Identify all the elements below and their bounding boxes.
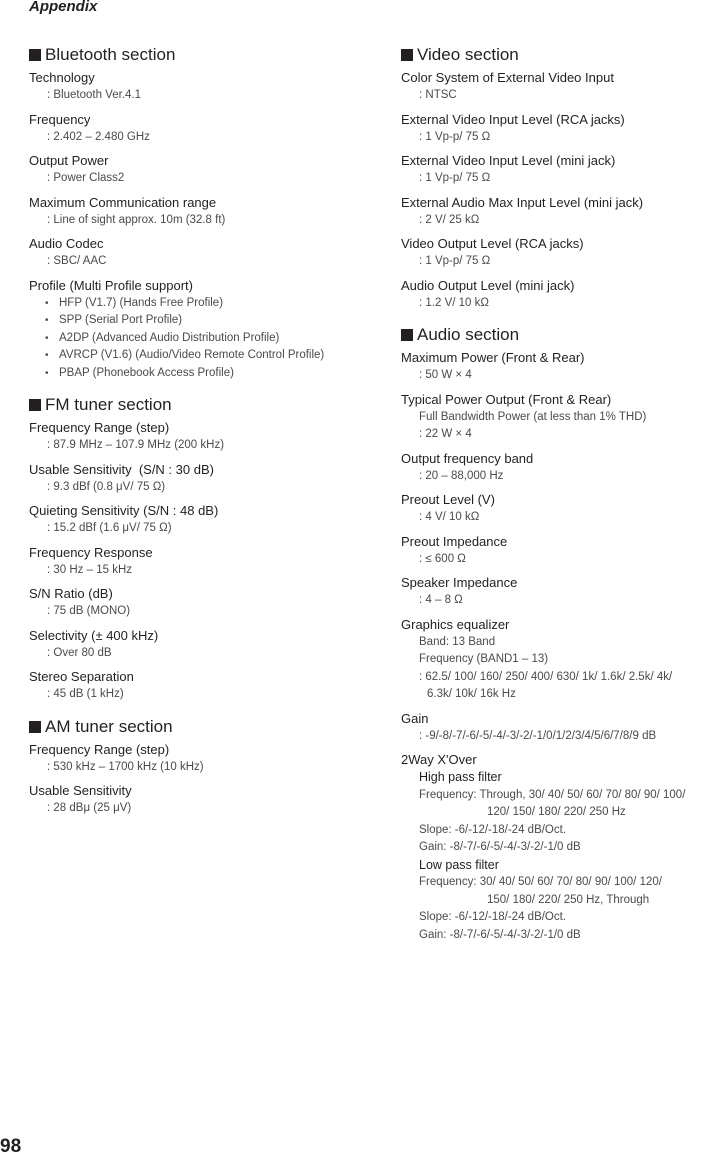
- list-item: • A2DP (Advanced Audio Distribution Profile): [29, 330, 379, 348]
- spec-label: Frequency Range (step): [29, 741, 170, 757]
- spec-item: [29, 461, 379, 497]
- spec-item: [29, 419, 379, 455]
- bluetooth-section: [29, 44, 379, 382]
- spec-label: External Video Input Level (mini jack): [401, 153, 616, 168]
- fm-tuner-section: [29, 394, 379, 704]
- spec-label: Maximum Power (Front & Rear): [401, 350, 585, 365]
- spec-label: Preout Impedance: [401, 533, 508, 549]
- spec-item: [401, 710, 726, 746]
- video-section-title: Video section: [401, 44, 726, 66]
- spec-item: [401, 450, 726, 486]
- spec-value: : 9.3 dBf (0.8 μV/ 75 Ω): [47, 480, 166, 493]
- spec-label: Video Output Level (RCA jacks): [401, 236, 584, 251]
- spec-label: Preout Level (V): [401, 492, 495, 507]
- audio-section: [401, 324, 726, 944]
- square-bullet-icon: [29, 721, 41, 733]
- spec-label: Output Power: [29, 153, 109, 168]
- spec-label: Graphics equalizer: [401, 616, 510, 632]
- spec-value: : 2 V/ 25 kΩ: [419, 213, 480, 226]
- spec-value: : 28 dBμ (25 μV): [47, 802, 132, 814]
- profile-list: [29, 295, 379, 383]
- spec-label: Audio Output Level (mini jack): [401, 277, 575, 293]
- lpf-frequency-cont: 150/ 180/ 220/ 250 Hz, Through: [487, 893, 650, 906]
- spec-item: [29, 544, 379, 580]
- spec-item: [29, 194, 379, 230]
- spec-label: Profile (Multi Profile support): [29, 277, 193, 293]
- left-column: [29, 44, 379, 824]
- right-column: [401, 44, 726, 950]
- page-number: 98: [0, 1136, 22, 1157]
- spec-label: Maximum Communication range: [29, 194, 217, 210]
- spec-label: Output frequency band: [401, 450, 534, 466]
- spec-label: External Video Input Level (RCA jacks): [401, 111, 625, 127]
- spec-label: Frequency Range (step): [29, 420, 170, 435]
- spec-label: Quieting Sensitivity (S/N : 48 dB): [29, 503, 219, 518]
- spec-item: [29, 741, 379, 777]
- hpf-label: High pass filter: [419, 770, 502, 784]
- spec-value: : 75 dB (MONO): [47, 605, 131, 617]
- spec-label: Color System of External Video Input: [401, 70, 614, 85]
- spec-item: [401, 235, 726, 271]
- spec-label: Frequency: [29, 111, 91, 127]
- spec-value: : 30 Hz – 15 kHz: [47, 563, 133, 576]
- spec-item: [401, 533, 726, 569]
- spec-item: [401, 574, 726, 610]
- eq-freq-values: : 62.5/ 100/ 160/ 250/ 400/ 630/ 1k/ 1.6k/ 2.5k/ 4k/: [419, 670, 673, 683]
- spec-value: : 1 Vp-p/ 75 Ω: [419, 255, 491, 267]
- spec-value: : Bluetooth Ver.4.1: [47, 89, 141, 101]
- profile-item: [29, 277, 379, 383]
- spec-value: : Power Class2: [47, 172, 125, 184]
- eq-band: Band: 13 Band: [419, 635, 496, 648]
- spec-item: [29, 69, 379, 105]
- hpf-gain: Gain: -8/-7/-6/-5/-4/-3/-2/-1/0 dB: [419, 841, 581, 853]
- spec-value: : 20 – 88,000 Hz: [419, 469, 504, 482]
- spec-item: [29, 585, 379, 621]
- spec-value: : 15.2 dBf (1.6 μV/ 75 Ω): [47, 522, 172, 534]
- page-header: Appendix: [29, 0, 98, 15]
- spec-item: [401, 391, 726, 444]
- spec-value: : Line of sight approx. 10m (32.8 ft): [47, 213, 226, 226]
- spec-value: : 1.2 V/ 10 kΩ: [419, 296, 489, 309]
- list-item: • AVRCP (V1.6) (Audio/Video Remote Control Profile): [29, 347, 379, 365]
- spec-item: [29, 111, 379, 147]
- hpf-frequency: Frequency: Through, 30/ 40/ 50/ 60/ 70/ 80/ 90/ 100/: [419, 788, 686, 801]
- spec-label: Usable Sensitivity (S/N : 30 dB): [29, 461, 214, 477]
- spec-value: : 1 Vp-p/ 75 Ω: [419, 172, 491, 184]
- square-bullet-icon: [29, 399, 41, 411]
- spec-item: [401, 152, 726, 188]
- am-tuner-section: [29, 716, 379, 818]
- spec-label: S/N Ratio (dB): [29, 586, 113, 601]
- video-section: [401, 44, 726, 312]
- eq-freq-values-cont: 6.3k/ 10k/ 16k Hz: [427, 688, 516, 700]
- spec-item: [401, 491, 726, 527]
- spec-label: Audio Codec: [29, 236, 104, 251]
- spec-value: : SBC/ AAC: [47, 255, 107, 267]
- spec-item: [29, 502, 379, 538]
- spec-label: Stereo Separation: [29, 669, 134, 684]
- spec-value: : 50 W × 4: [419, 369, 472, 381]
- hpf-slope: Slope: -6/-12/-18/-24 dB/Oct.: [419, 823, 567, 836]
- list-item: • SPP (Serial Port Profile): [29, 312, 379, 330]
- am-section-title: AM tuner section: [29, 716, 379, 738]
- spec-value: : 4 V/ 10 kΩ: [419, 511, 480, 523]
- lpf-frequency: Frequency: 30/ 40/ 50/ 60/ 70/ 80/ 90/ 100/ 120/: [419, 876, 662, 888]
- lpf-label: Low pass filter: [419, 857, 499, 872]
- hpf-frequency-cont: 120/ 150/ 180/ 220/ 250 Hz: [487, 806, 626, 818]
- eq-freq-label: Frequency (BAND1 – 13): [419, 653, 549, 665]
- crossover-item: [401, 751, 726, 944]
- lpf-gain: Gain: -8/-7/-6/-5/-4/-3/-2/-1/0 dB: [419, 928, 581, 941]
- spec-value: : NTSC: [419, 89, 457, 101]
- fm-section-title: FM tuner section: [29, 394, 379, 416]
- equalizer-item: [401, 616, 726, 704]
- spec-value: : 87.9 MHz – 107.9 MHz (200 kHz): [47, 439, 225, 451]
- spec-label: Selectivity (± 400 kHz): [29, 627, 159, 643]
- spec-item: [29, 627, 379, 663]
- spec-item: [401, 194, 726, 230]
- spec-item: [29, 152, 379, 188]
- spec-item: [29, 235, 379, 271]
- spec-label: Speaker Impedance: [401, 575, 518, 590]
- spec-item: [29, 782, 379, 818]
- lpf-slope: Slope: -6/-12/-18/-24 dB/Oct.: [419, 911, 567, 923]
- spec-note: Full Bandwidth Power (at less than 1% THD): [419, 410, 647, 423]
- spec-value: : 1 Vp-p/ 75 Ω: [419, 130, 491, 143]
- spec-item: [401, 69, 726, 105]
- spec-label: Typical Power Output (Front & Rear): [401, 391, 612, 407]
- square-bullet-icon: [29, 49, 41, 61]
- spec-value: : 4 – 8 Ω: [419, 594, 463, 606]
- spec-value: : ≤ 600 Ω: [419, 552, 466, 565]
- spec-value: : 22 W × 4: [419, 428, 472, 440]
- list-item: • PBAP (Phonebook Access Profile): [29, 365, 379, 383]
- spec-item: [401, 349, 726, 385]
- spec-label: External Audio Max Input Level (mini jack): [401, 194, 644, 210]
- spec-value: : -9/-8/-7/-6/-5/-4/-3/-2/-1/0/1/2/3/4/5/6/7/8/9 dB: [419, 729, 657, 742]
- spec-label: Technology: [29, 70, 95, 85]
- spec-label: 2Way X'Over: [401, 752, 477, 767]
- spec-label: Frequency Response: [29, 544, 153, 560]
- spec-label: Gain: [401, 710, 429, 726]
- spec-item: [401, 277, 726, 313]
- spec-value: : 530 kHz – 1700 kHz (10 kHz): [47, 760, 204, 773]
- spec-value: : Over 80 dB: [47, 646, 112, 659]
- spec-item: [29, 668, 379, 704]
- audio-section-title: Audio section: [401, 324, 726, 346]
- bluetooth-section-title: Bluetooth section: [29, 44, 379, 66]
- square-bullet-icon: [401, 329, 413, 341]
- square-bullet-icon: [401, 49, 413, 61]
- spec-value: : 2.402 – 2.480 GHz: [47, 130, 150, 143]
- spec-label: Usable Sensitivity: [29, 783, 132, 798]
- list-item: • HFP (V1.7) (Hands Free Profile): [29, 295, 379, 313]
- spec-value: : 45 dB (1 kHz): [47, 688, 124, 700]
- spec-item: [401, 111, 726, 147]
